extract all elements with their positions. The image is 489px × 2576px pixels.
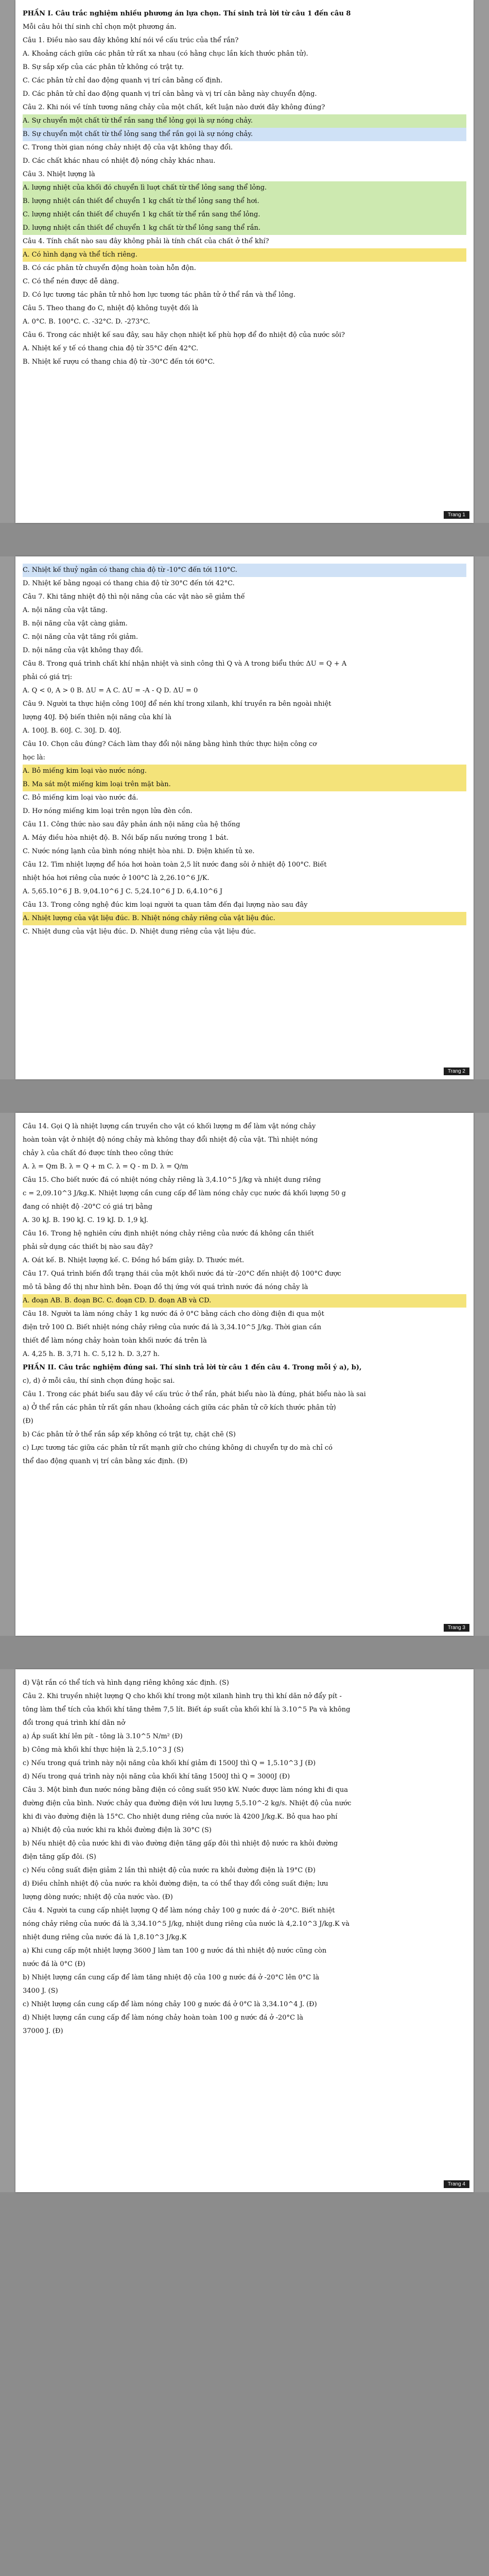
line: D. Nhiệt kế bằng ngoại có thang chia độ từ 30°C đến tới 42°C. — [23, 580, 235, 587]
line: thiết để làm nóng chảy hoàn toàn khối nước đá trên là — [23, 1337, 207, 1345]
page-content — [23, 564, 466, 939]
line: C. Nhiệt dung của vật liệu đúc. D. Nhiệt dung riêng của vật liệu đúc. — [23, 928, 256, 936]
line: A. Nhiệt kế y tế có thang chia độ từ 35°C đến 42°C. — [23, 345, 199, 352]
line: Câu 10. Chọn câu đúng? Cách làm thay đổi nội năng bằng hình thức thực hiện công cơ — [23, 740, 317, 748]
line: nước đá là 0°C (Đ) — [23, 1960, 85, 1968]
line: Câu 18. Người ta làm nóng chảy 1 kg nước đá ở 0°C bằng cách cho dòng điện đi qua một — [23, 1310, 324, 1318]
line: nhiệt hóa hơi riêng của nước ở 100°C là 2,26.10^6 J/K. — [23, 874, 209, 882]
line: d) Nhiệt lượng cần cung cấp để làm nóng chảy hoàn toàn 100 g nước đá ở -20°C là — [23, 2014, 304, 2022]
line: Câu 14. Gọi Q là nhiệt lượng cần truyền cho vật có khối lượng m để làm vật nóng chảy — [23, 1123, 316, 1130]
highlighted-line: A. Sự chuyển một chất từ thể rắn sang thể lỏng gọi là sự nóng chảy. — [23, 114, 466, 128]
line: A. 0°C. B. 100°C. C. -32°C. D. -273°C. — [23, 318, 150, 326]
line: hoàn toàn vật ở nhiệt độ nóng chảy mà không thay đổi nhiệt độ của vật. Thì nhiệt nóng — [23, 1136, 318, 1144]
highlighted-line: A. lượng nhiệt của khối đó chuyển lì luợt chất từ thể lỏng sang thể lỏng. — [23, 181, 466, 195]
line: đổi trong quá trình khí dãn nở — [23, 1719, 126, 1727]
line: C. Các phân tử chỉ dao động quanh vị trí cân bằng cố định. — [23, 77, 223, 84]
line: A. Khoảng cách giữa các phân tử rất xa nhau (có hằng chục lần kích thước phân tử). — [23, 50, 308, 58]
line: Câu 4. Người ta cung cấp nhiệt lượng Q để làm nóng chảy 100 g nước đá ở -20°C. Biết nhiệt — [23, 1907, 335, 1914]
highlighted-line: C. Nhiệt kế thuỷ ngân có thang chia độ từ -10°C đến tới 110°C. — [23, 564, 466, 577]
highlighted-line: A. Có hình dạng và thể tích riêng. — [23, 248, 466, 262]
line: a) Ở thể rắn các phân tử rất gần nhau (khoảng cách giữa các phân tử cỡ kích thước phân tử) — [23, 1404, 336, 1412]
page-content — [23, 1120, 466, 1468]
line: Câu 1. Trong các phát biểu sau đây về cấu trúc ở thể rắn, phát biểu nào là đúng, phát biểu nào là sai — [23, 1391, 366, 1398]
line: Câu 15. Cho biết nước đá có nhiệt nóng chảy riêng là 3,4.10^5 J/kg và nhiệt dung riêng — [23, 1176, 321, 1184]
document-page-1 — [15, 0, 474, 523]
highlighted-line: C. lượng nhiệt cần thiết để chuyển 1 kg chất từ thể rắn sang thể lỏng. — [23, 208, 466, 222]
line: Câu 6. Trong các nhiệt kế sau đây, sau hãy chọn nhiệt kế phù hợp để đo nhiệt độ của nước sôi? — [23, 331, 345, 339]
line: Câu 12. Tìm nhiệt lượng để hóa hơi hoàn toàn 2,5 lít nước đang sôi ở nhiệt độ 100°C. Biết — [23, 861, 327, 869]
line: c) Lực tương tác giữa các phân tử rất mạnh giữ cho chúng không di chuyển tự do mà chỉ có — [23, 1444, 333, 1452]
line: khi đi vào đường điện là 15°C. Cho nhiệt dung riêng của nước là 4200 J/kg.K. Bỏ qua hao phí — [23, 1813, 338, 1821]
line: c) Nhiệt lượng cần cung cấp để làm nóng chảy 100 g nước đá ở 0°C là 3,34.10^4 J. (Đ) — [23, 2001, 317, 2008]
line: b) Nhiệt lượng cần cung cấp để làm tăng nhiệt độ của 100 g nước đá ở -20°C lên 0°C là — [23, 1974, 320, 1981]
document-page-2 — [15, 556, 474, 1079]
line: B. Có các phân tử chuyển động hoàn toàn hỗn độn. — [23, 264, 196, 272]
line: D. Hơ nóng miếng kim loại trên ngọn lửa đèn cồn. — [23, 807, 193, 815]
line: tông làm thể tích của khối khí tăng thêm 7,5 lít. Biết áp suất của khối khí là 3.10^5 Pa và không — [23, 1706, 351, 1714]
line: C. Trong thời gian nóng chảy nhiệt độ của vật không thay đổi. — [23, 144, 233, 151]
document-page-3 — [15, 1113, 474, 1636]
line: D. nội năng của vật không thay đổi. — [23, 647, 143, 654]
line: A. 30 kJ. B. 190 kJ. C. 19 kJ. D. 1,9 kJ. — [23, 1216, 148, 1224]
line: c) Nếu trong quá trình này nội năng của khối khí giảm đi 1500J thì Q = 1,5.10^3 J (Đ) — [23, 1759, 316, 1767]
line: a) Khi cung cấp một nhiệt lượng 3600 J làm tan 100 g nước đá thì nhiệt độ nước cũng còn — [23, 1947, 327, 1955]
line: Câu 13. Trong công nghệ đúc kim loại người ta quan tâm đến đại lượng nào sau đây — [23, 901, 308, 909]
line: Câu 9. Người ta thực hiện công 100J để nén khí trong xilanh, khí truyền ra bên ngoài nhiệt — [23, 700, 331, 708]
line: Câu 5. Theo thang đo C, nhiệt độ không tuyệt đối là — [23, 304, 199, 312]
highlighted-line: A. đoạn AB. B. đoạn BC. C. đoạn CD. D. đoạn AB và CD. — [23, 1294, 466, 1308]
line: b) Công mà khối khí thực hiện là 2,5.10^3 J (S) — [23, 1746, 184, 1754]
line: b) Các phân tử ở thể rắn sắp xếp không có trật tự, chặt chẽ (S) — [23, 1431, 236, 1438]
page-content — [23, 7, 466, 369]
line: A. Q < 0, A > 0 B. ΔU = A C. ΔU = -A - Q D. ΔU = 0 — [23, 687, 198, 694]
line: B. nội năng của vật càng giảm. — [23, 620, 128, 628]
line: đường điện của bình. Nước chảy qua đường điện với lưu lượng 5,5.10^-2 kg/s. Nhiệt độ của nước — [23, 1800, 352, 1807]
line: Câu 8. Trong quá trình chất khí nhận nhiệt và sinh công thì Q và A trong biểu thức ΔU = Q + A — [23, 660, 347, 668]
line: A. Máy điều hòa nhiệt độ. B. Nồi bấp nấu nướng trong 1 bát. — [23, 834, 229, 842]
page-number-badge: Trang 4 — [444, 2180, 469, 2188]
line: a) Nhiệt độ của nước khi ra khỏi đường điện là 30°C (S) — [23, 1826, 212, 1834]
highlighted-line: B. Ma sát một miếng kim loại trên mặt bàn. — [23, 778, 466, 791]
line: B. Nhiệt kế rượu có thang chia độ từ -30°C đến tới 60°C. — [23, 358, 215, 366]
line: lượng dòng nước; nhiệt độ của nước vào. (Đ) — [23, 1893, 173, 1901]
highlighted-line: B. Sự chuyển một chất từ thể lỏng sang thể rắn gọi là sự nóng chảy. — [23, 128, 466, 141]
line: Câu 4. Tính chất nào sau đây không phải là tính chất của chất ở thể khí? — [23, 238, 269, 245]
line: mô tả bằng đồ thị như hình bên. Đoạn đồ thị ứng với quá trình nước đá nóng chảy là — [23, 1283, 308, 1291]
line: D. Các phân tử chỉ dao động quanh vị trí cân bằng và vị trí cân bằng này chuyển động. — [23, 90, 317, 98]
page-content — [23, 1676, 466, 2038]
line: C. nội năng của vật tăng rồi giảm. — [23, 633, 138, 641]
line: điện tăng gấp đôi. (S) — [23, 1853, 96, 1861]
page-number-badge: Trang 2 — [444, 1067, 469, 1075]
line: (Đ) — [23, 1417, 33, 1425]
line: thể dao động quanh vị trí cân bằng xác định. (Đ) — [23, 1458, 188, 1465]
line: B. Sự sắp xếp của các phân tử không có trật tự. — [23, 63, 184, 71]
page-number-badge: Trang 1 — [444, 511, 469, 519]
line: b) Nếu nhiệt độ của nước khi đi vào đường điện tăng gấp đôi thì nhiệt độ nước ra khỏi đường — [23, 1840, 338, 1848]
line: d) Vật rắn có thể tích và hình dạng riêng không xác định. (S) — [23, 1679, 229, 1687]
line: nóng chảy riêng của nước đá là 3,34.10^5 J/kg, nhiệt dung riêng của nước là 4,2.10^3 J/kg.K và — [23, 1920, 350, 1928]
line: đang có nhiệt độ -20°C có giá trị bằng — [23, 1203, 152, 1211]
line: D. Các chất khác nhau có nhiệt độ nóng chảy khác nhau. — [23, 157, 216, 165]
page-gap — [0, 1636, 489, 1669]
line: A. 4,25 h. B. 3,71 h. C. 5,12 h. D. 3,27 h. — [23, 1350, 160, 1358]
line: A. 100J. B. 60J. C. 30J. D. 40J. — [23, 727, 121, 735]
line: Câu 7. Khi tăng nhiệt độ thì nội năng của các vật nào sẽ giảm thế — [23, 593, 245, 601]
highlighted-line: D. lượng nhiệt cần thiết để chuyển 1 kg chất từ thể lỏng sang thể rắn. — [23, 222, 466, 235]
document-page-4 — [15, 1669, 474, 2192]
highlighted-line: A. Bỏ miếng kim loại vào nước nóng. — [23, 765, 466, 778]
line: d) Nếu trong quá trình này nội năng của khối khí tăng 1500J thì Q = 3000J (Đ) — [23, 1773, 290, 1781]
page-gap — [0, 2192, 489, 2576]
line: a) Áp suất khí lên pít - tông là 3.10^5 N/m² (Đ) — [23, 1733, 183, 1740]
line: d) Điều chỉnh nhiệt độ của nước ra khỏi đường điện, ta có thể thay đổi công suất điện; lưu — [23, 1880, 328, 1888]
line: phải sử dụng các thiết bị nào sau đây? — [23, 1243, 153, 1251]
line: c) Nếu công suất điện giảm 2 lần thì nhiệt độ của nước ra khỏi đường điện là 19°C (Đ) — [23, 1867, 316, 1874]
line: Câu 1. Điều nào sau đây không khí nói về cấu trúc của thể rắn? — [23, 37, 239, 44]
line: C. Nước nóng lạnh của bình nóng nhiệt hòa nhi. D. Điện khiến tủ xe. — [23, 848, 255, 855]
line: điện trở 100 Ω. Biết nhiệt nóng chảy riêng của nước đá là 3,34.10^5 J/kg. Thời gian cần — [23, 1324, 322, 1331]
line: c), d) ở mỗi câu, thí sinh chọn đúng hoặc sai. — [23, 1377, 175, 1385]
page-number-badge: Trang 3 — [444, 1624, 469, 1632]
line: nhiệt dung riêng của nước đá là 1,8.10^3 J/kg.K — [23, 1934, 187, 1941]
line: A. Oát kế. B. Nhiệt lượng kế. C. Đồng hồ bấm giây. D. Thước mét. — [23, 1257, 244, 1264]
line: học là: — [23, 754, 45, 761]
highlighted-line: A. Nhiệt lượng của vật liệu đúc. B. Nhiệt nóng chảy riêng của vật liệu đúc. — [23, 912, 466, 925]
line: C. Bỏ miếng kim loại vào nước đá. — [23, 794, 138, 802]
line: Câu 16. Trong hệ nghiên cứu định nhiệt nóng chảy riêng của nước đá không cần thiết — [23, 1230, 314, 1238]
line: 37000 J. (Đ) — [23, 2027, 63, 2035]
line: Câu 3. Nhiệt lượng là — [23, 171, 95, 178]
line: lượng 40J. Độ biến thiên nội năng của khí là — [23, 714, 172, 721]
page-gap — [0, 523, 489, 556]
page-gap — [0, 1079, 489, 1113]
line: A. nội năng của vật tăng. — [23, 606, 108, 614]
line: Câu 17. Quá trình biến đổi trạng thái của một khối nước đá từ -20°C đến nhiệt độ 100°C được — [23, 1270, 341, 1278]
line: C. Có thể nén được dễ dàng. — [23, 278, 119, 285]
line: Câu 3. Một bình đun nước nóng bằng điện có công suất 950 kW. Nước được làm nóng khi đi qua — [23, 1786, 348, 1794]
section-heading: PHẦN II. Câu trắc nghiệm đúng sai. Thí sinh trả lời từ câu 1 đến câu 4. Trong mỗi ý a), b), — [23, 1364, 362, 1371]
line: Câu 2. Khi nói về tính tương năng chảy của một chất, kết luận nào dưới đây không đúng? — [23, 104, 325, 111]
line: D. Có lực tương tác phân tử nhỏ hơn lực tương tác phân tử ở thể rắn và thể lỏng. — [23, 291, 295, 299]
section-heading: PHẦN I. Câu trắc nghiệm nhiều phương án lựa chọn. Thí sinh trả lời từ câu 1 đến câu 8 — [23, 10, 351, 18]
line: chảy λ của chất đó được tính theo công thức — [23, 1149, 173, 1157]
line: Mỗi câu hỏi thí sinh chỉ chọn một phương án. — [23, 23, 177, 31]
line: 3400 J. (S) — [23, 1987, 58, 1995]
line: c = 2,09.10^3 J/kg.K. Nhiệt lượng cần cung cấp để làm nóng chảy cục nước đá khối lượng 50 g — [23, 1190, 346, 1197]
line: phải có giá trị: — [23, 673, 73, 681]
line: A. 5,65.10^6 J B. 9,04.10^6 J C. 5,24.10^6 J D. 6,4.10^6 J — [23, 888, 223, 895]
line: Câu 2. Khi truyền nhiệt lượng Q cho khối khí trong một xilanh hình trụ thì khí dãn nở đẩy pít - — [23, 1692, 342, 1700]
line: Câu 11. Công thức nào sau đây phản ánh nội năng của hệ thống — [23, 821, 240, 828]
line: A. λ = Qm B. λ = Q + m C. λ = Q - m D. λ = Q/m — [23, 1163, 188, 1171]
highlighted-line: B. lượng nhiệt cần thiết để chuyển 1 kg chất từ thể lỏng sang thể hơi. — [23, 195, 466, 208]
